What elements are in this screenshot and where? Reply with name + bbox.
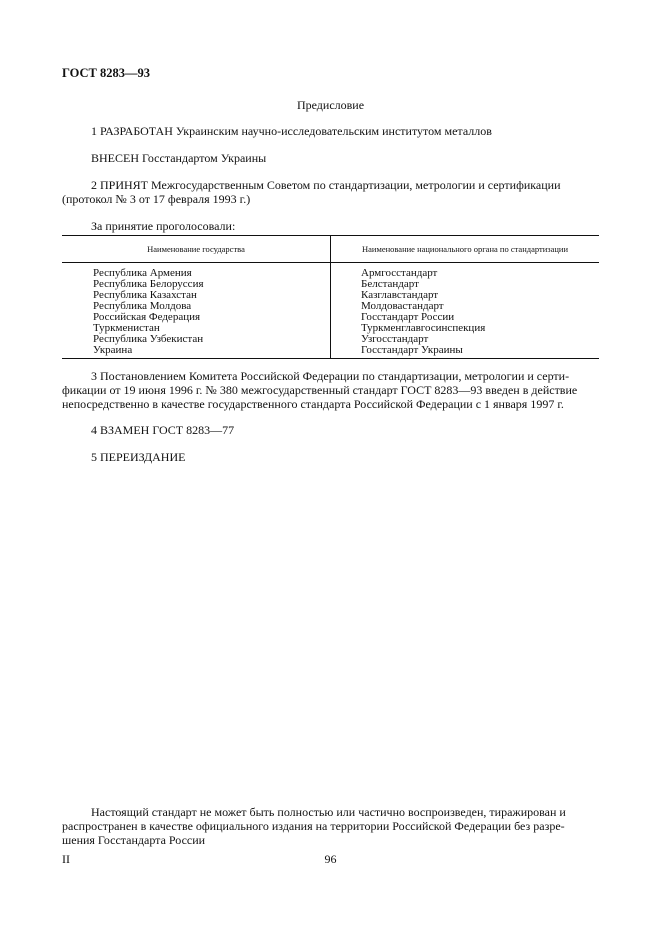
paragraph-enacted-line-3: непосредственно в качестве государственного стандарта Российской Федерации с 1 января 1997 г. [62, 397, 564, 411]
states-column [62, 263, 331, 359]
paragraph-enacted [62, 369, 599, 411]
copyright-notice-line-3: шения Госстандарта России [62, 833, 206, 847]
page-number: 96 [324, 852, 337, 866]
copyright-notice-line-1: Настоящий стандарт не может быть полностью или частично воспроизведен, тиражирован и [91, 805, 566, 819]
roman-page-number: II [62, 852, 70, 866]
body-name: Туркменглавгосинспекция [361, 322, 486, 334]
body-name: Молдовастандарт [361, 300, 444, 312]
body-name: Казглавстандарт [361, 289, 439, 301]
paragraph-reissue: 5 ПЕРЕИЗДАНИЕ [91, 450, 186, 464]
body-name: Госстандарт России [361, 311, 455, 323]
copyright-notice-line-2: распространен в качестве официального издания на территории Российской Федерации без разре- [62, 819, 565, 833]
paragraph-developed-by: 1 РАЗРАБОТАН Украинским научно-исследовательским институтом металлов [91, 124, 492, 138]
paragraph-replaces: 4 ВЗАМЕН ГОСТ 8283—77 [91, 423, 235, 437]
paragraph-adopted [62, 178, 600, 206]
section-title: Предисловие [296, 98, 365, 112]
state-name: Республика Молдова [93, 300, 192, 312]
copyright-notice [62, 805, 599, 847]
body-name: Белстандарт [361, 278, 419, 290]
state-name: Российская Федерация [93, 311, 201, 323]
table-header-body: Наименование национального органа по стандартизации [331, 236, 600, 263]
voted-label: За принятие проголосовали: [91, 219, 236, 233]
body-name: Госстандарт Украины [361, 344, 463, 356]
paragraph-enacted-line-1: 3 Постановлением Комитета Российской Федерации по стандартизации, метрологии и серти- [91, 369, 570, 383]
voting-states-table [62, 235, 599, 359]
state-name: Республика Узбекистан [93, 333, 204, 345]
paragraph-adopted-line-1: 2 ПРИНЯТ Межгосударственным Советом по стандартизации, метрологии и сертификации [91, 178, 561, 192]
bodies-column [331, 263, 600, 359]
paragraph-introduced-by: ВНЕСЕН Госстандартом Украины [91, 151, 267, 165]
body-name: Армгосстандарт [361, 267, 438, 279]
state-name: Республика Казахстан [93, 289, 197, 301]
body-name: Узгосстандарт [361, 333, 429, 345]
state-name: Республика Белоруссия [93, 278, 204, 290]
state-name: Украина [93, 344, 133, 356]
paragraph-adopted-line-2: (протокол № 3 от 17 февраля 1993 г.) [62, 192, 251, 206]
paragraph-enacted-line-2: фикации от 19 июня 1996 г. № 380 межгосударственный стандарт ГОСТ 8283—93 введен в действие [62, 383, 578, 397]
standard-code-header: ГОСТ 8283—93 [62, 66, 151, 80]
table-header-state: Наименование государства [62, 236, 331, 263]
state-name: Республика Армения [93, 267, 192, 279]
state-name: Туркменистан [93, 322, 160, 334]
